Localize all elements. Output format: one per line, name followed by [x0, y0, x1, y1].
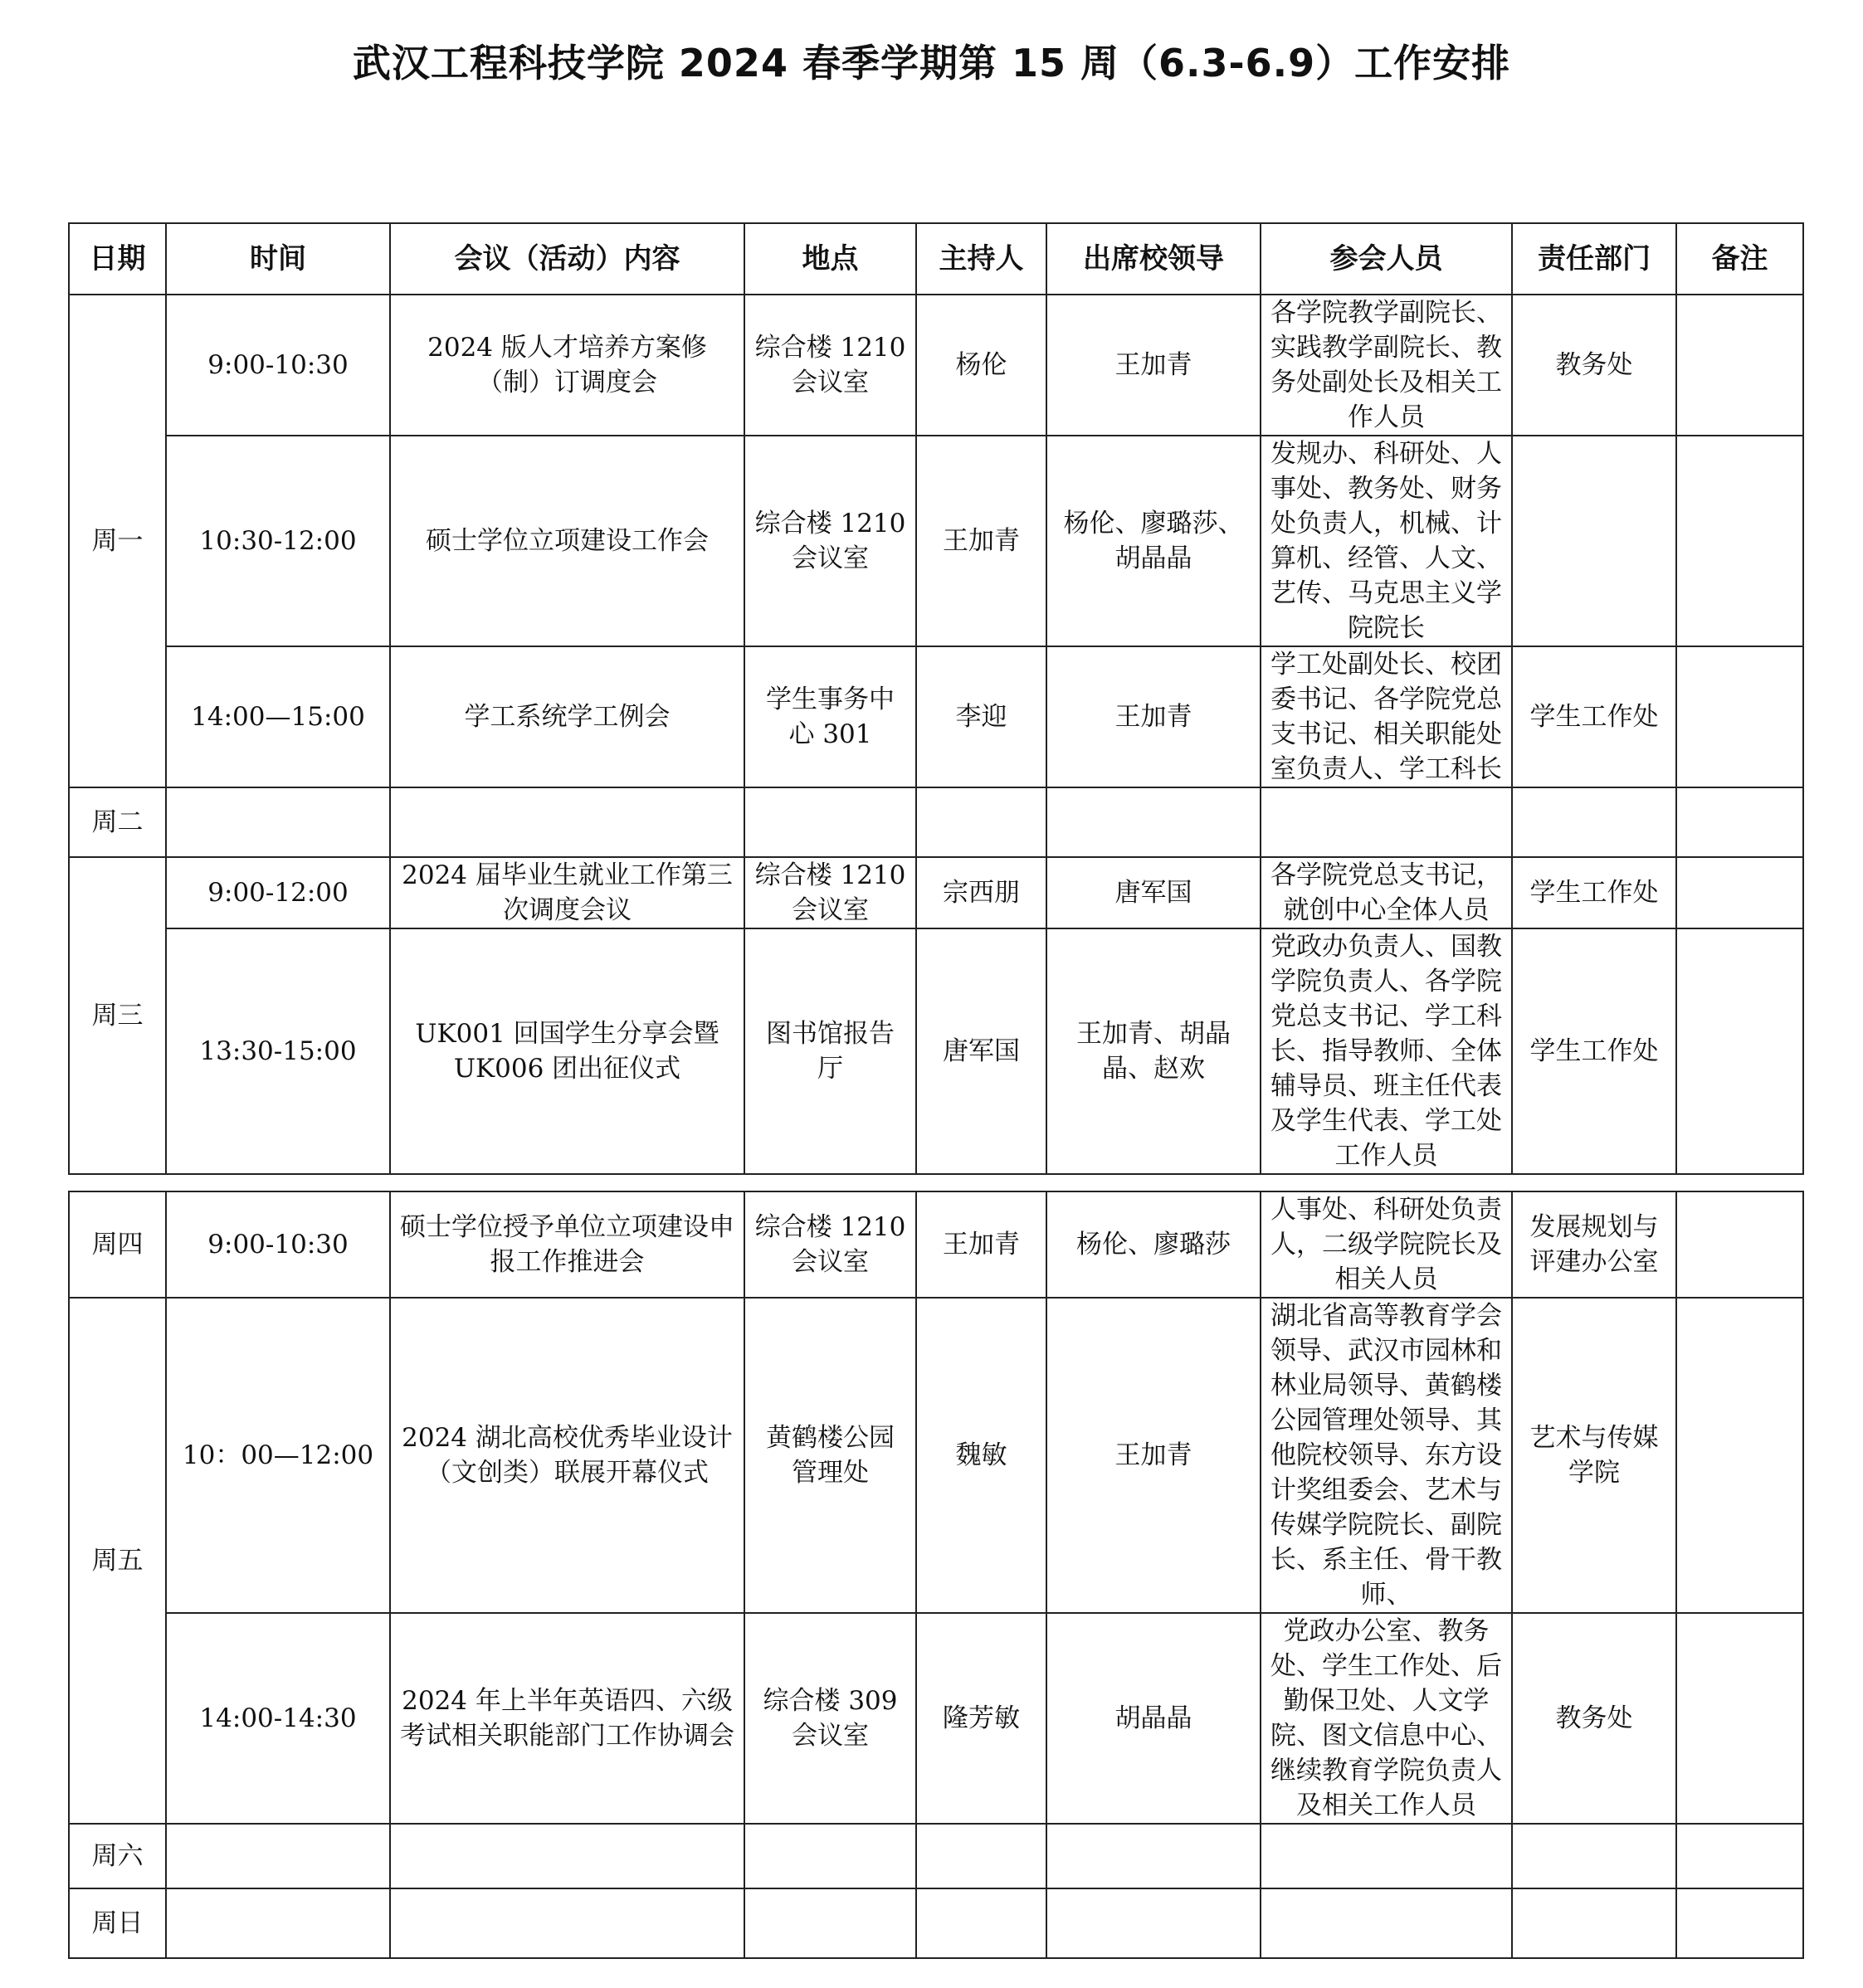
day-cell-sunday: 周日: [69, 1888, 166, 1958]
host-cell: 魏敏: [916, 1298, 1046, 1613]
host-cell: 杨伦: [916, 295, 1046, 436]
leaders-cell: 唐军国: [1046, 857, 1261, 928]
table-row: [69, 1191, 1803, 1298]
dept-cell: 学生工作处: [1512, 928, 1676, 1174]
place-cell: 综合楼 1210 会议室: [744, 1191, 916, 1298]
table-row: [69, 928, 1803, 1174]
note-cell: [1676, 1191, 1803, 1298]
dept-cell: 教务处: [1512, 295, 1676, 436]
header-content: 会议（活动）内容: [390, 223, 744, 295]
table-row: [69, 1298, 1803, 1613]
day-cell-saturday: 周六: [69, 1824, 166, 1888]
note-cell: [1676, 857, 1803, 928]
leaders-cell: 王加青: [1046, 295, 1261, 436]
table-row: [69, 1824, 1803, 1888]
table-row: [69, 1613, 1803, 1824]
table-row: [69, 295, 1803, 436]
header-host: 主持人: [916, 223, 1046, 295]
host-cell: 王加青: [916, 436, 1046, 646]
dept-cell: [1512, 436, 1676, 646]
dept-cell: 艺术与传媒学院: [1512, 1298, 1676, 1613]
table-row: [69, 646, 1803, 787]
place-cell: 综合楼 1210 会议室: [744, 295, 916, 436]
header-time: 时间: [166, 223, 390, 295]
page-title: 武汉工程科技学院 2024 春季学期第 15 周（6.3-6.9）工作安排: [352, 41, 1511, 85]
content-cell: 2024 年上半年英语四、六级考试相关职能部门工作协调会: [390, 1613, 744, 1824]
table-row: [69, 1888, 1803, 1958]
note-cell: [1676, 1298, 1803, 1613]
content-cell: 2024 湖北高校优秀毕业设计（文创类）联展开幕仪式: [390, 1298, 744, 1613]
note-cell: [1676, 928, 1803, 1174]
table-header-row: [69, 223, 1803, 295]
table-row: [69, 436, 1803, 646]
note-cell: [1676, 295, 1803, 436]
host-cell: 宗西朋: [916, 857, 1046, 928]
day-cell-thursday: 周四: [69, 1191, 166, 1298]
content-cell: 硕士学位授予单位立项建设申报工作推进会: [390, 1191, 744, 1298]
day-cell-tuesday: 周二: [69, 787, 166, 857]
content-cell: UK001 回国学生分享会暨 UK006 团出征仪式: [390, 928, 744, 1174]
attendees-cell: 湖北省高等教育学会领导、武汉市园林和林业局领导、黄鹤楼公园管理处领导、其他院校领导、东方设计奖组委会、艺术与传媒学院院长、副院长、系主任、骨干教师、: [1261, 1298, 1512, 1613]
leaders-cell: 王加青: [1046, 646, 1261, 787]
day-cell-monday: 周一: [69, 295, 166, 787]
attendees-cell: 党政办公室、教务处、学生工作处、后勤保卫处、人文学院、图文信息中心、继续教育学院负责人及相关工作人员: [1261, 1613, 1512, 1824]
time-cell: 10:30-12:00: [166, 436, 390, 646]
attendees-cell: 各学院党总支书记，就创中心全体人员: [1261, 857, 1512, 928]
attendees-cell: 发规办、科研处、人事处、教务处、财务处负责人，机械、计算机、经管、人文、艺传、马克思主义学院院长: [1261, 436, 1512, 646]
leaders-cell: 王加青、胡晶晶、赵欢: [1046, 928, 1261, 1174]
place-cell: 综合楼 309 会议室: [744, 1613, 916, 1824]
content-cell: 2024 届毕业生就业工作第三次调度会议: [390, 857, 744, 928]
leaders-cell: 胡晶晶: [1046, 1613, 1261, 1824]
note-cell: [1676, 646, 1803, 787]
attendees-cell: 学工处副处长、校团委书记、各学院党总支书记、相关职能处室负责人、学工科长: [1261, 646, 1512, 787]
header-leaders: 出席校领导: [1046, 223, 1261, 295]
time-cell: 9:00-10:30: [166, 295, 390, 436]
leaders-cell: 杨伦、廖璐莎、胡晶晶: [1046, 436, 1261, 646]
host-cell: 唐军国: [916, 928, 1046, 1174]
content-cell: 学工系统学工例会: [390, 646, 744, 787]
schedule-table-part-1: [68, 222, 1804, 1175]
attendees-cell: 人事处、科研处负责人，二级学院院长及相关人员: [1261, 1191, 1512, 1298]
table-row: [69, 857, 1803, 928]
day-cell-wednesday: 周三: [69, 857, 166, 1174]
time-cell: 10：00—12:00: [166, 1298, 390, 1613]
place-cell: 黄鹤楼公园管理处: [744, 1298, 916, 1613]
header-date: 日期: [69, 223, 166, 295]
attendees-cell: 各学院教学副院长、实践教学副院长、教务处副处长及相关工作人员: [1261, 295, 1512, 436]
dept-cell: 学生工作处: [1512, 646, 1676, 787]
time-cell: 9:00-10:30: [166, 1191, 390, 1298]
host-cell: 隆芳敏: [916, 1613, 1046, 1824]
dept-cell: 发展规划与评建办公室: [1512, 1191, 1676, 1298]
place-cell: 图书馆报告厅: [744, 928, 916, 1174]
place-cell: 学生事务中心 301: [744, 646, 916, 787]
day-cell-friday: 周五: [69, 1298, 166, 1824]
schedule-table-part-2: [68, 1191, 1804, 1959]
content-cell: 硕士学位立项建设工作会: [390, 436, 744, 646]
dept-cell: 学生工作处: [1512, 857, 1676, 928]
leaders-cell: 杨伦、廖璐莎: [1046, 1191, 1261, 1298]
place-cell: 综合楼 1210 会议室: [744, 857, 916, 928]
note-cell: [1676, 1613, 1803, 1824]
header-note: 备注: [1676, 223, 1803, 295]
note-cell: [1676, 436, 1803, 646]
time-cell: 9:00-12:00: [166, 857, 390, 928]
header-place: 地点: [744, 223, 916, 295]
table-row: [69, 787, 1803, 857]
host-cell: 王加青: [916, 1191, 1046, 1298]
time-cell: 13:30-15:00: [166, 928, 390, 1174]
header-attendees: 参会人员: [1261, 223, 1512, 295]
time-cell: 14:00-14:30: [166, 1613, 390, 1824]
leaders-cell: 王加青: [1046, 1298, 1261, 1613]
dept-cell: 教务处: [1512, 1613, 1676, 1824]
time-cell: 14:00—15:00: [166, 646, 390, 787]
header-dept: 责任部门: [1512, 223, 1676, 295]
place-cell: 综合楼 1210 会议室: [744, 436, 916, 646]
content-cell: 2024 版人才培养方案修（制）订调度会: [390, 295, 744, 436]
host-cell: 李迎: [916, 646, 1046, 787]
attendees-cell: 党政办负责人、国教学院负责人、各学院党总支书记、学工科长、指导教师、全体辅导员、班主任代表及学生代表、学工处工作人员: [1261, 928, 1512, 1174]
